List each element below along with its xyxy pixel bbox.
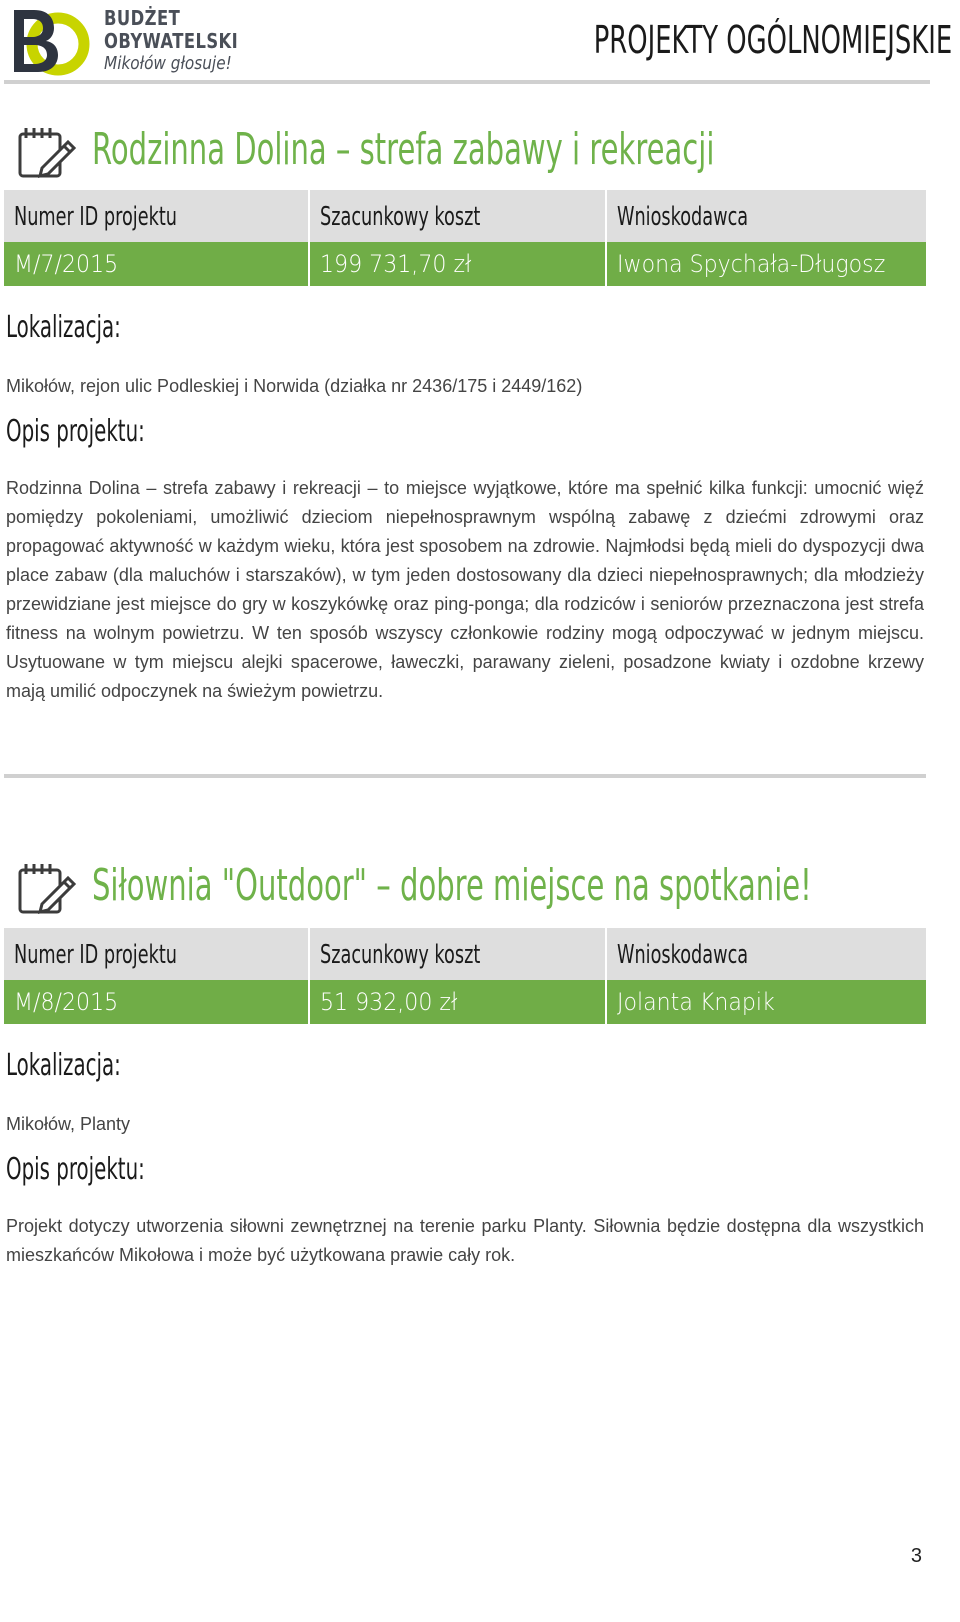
project-title: Siłownia "Outdoor" – dobre miejsce na spotkanie! (92, 860, 812, 911)
header-cost: Szacunkowy koszt (309, 190, 606, 242)
logo-text (104, 8, 268, 73)
cost-value: 51 932,00 zł (309, 980, 606, 1024)
header-applicant: Wnioskodawca (606, 928, 926, 980)
logo-tagline: Mikołów głosuje! (104, 53, 232, 74)
header-cost: Szacunkowy koszt (309, 928, 606, 980)
location-label: Lokalizacja: (6, 1048, 121, 1083)
logo-line-1: BUDŻET (104, 6, 181, 30)
notepad-pencil-icon (16, 124, 76, 180)
header-applicant: Wnioskodawca (606, 190, 926, 242)
table-header-row (4, 190, 926, 242)
project-info-table (4, 190, 926, 286)
header-divider (4, 80, 930, 84)
notepad-pencil-icon (16, 860, 76, 916)
project-id-value: M/8/2015 (4, 980, 309, 1024)
page-heading: PROJEKTY OGÓLNOMIEJSKIE (593, 18, 952, 62)
header-project-id: Numer ID projektu (4, 928, 309, 980)
project-divider (4, 774, 926, 778)
description-text: Projekt dotyczy utworzenia siłowni zewnętrznej na terenie parku Planty. Siłownia będzie dostępna dla wszystkich mieszkańców Mikołowa i może być użytkowana prawie cały rok. (6, 1216, 924, 1265)
location-text: Mikołów, Planty (6, 1114, 131, 1134)
cost-value: 199 731,70 zł (309, 242, 606, 286)
table-row (4, 242, 926, 286)
project-id-value: M/7/2015 (4, 242, 309, 286)
location-text: Mikołów, rejon ulic Podleskiej i Norwida (działka nr 2436/175 i 2449/162) (6, 376, 583, 396)
table-row (4, 980, 926, 1024)
applicant-value: Jolanta Knapik (606, 980, 926, 1024)
bo-logo (8, 4, 248, 80)
project-info-table (4, 928, 926, 1024)
location-label: Lokalizacja: (6, 310, 121, 345)
header-project-id: Numer ID projektu (4, 190, 309, 242)
bo-logo-mark (8, 4, 98, 80)
project-title: Rodzinna Dolina – strefa zabawy i rekreacji (92, 124, 715, 175)
logo-line-2: OBYWATELSKI (104, 29, 239, 53)
description-label: Opis projektu: (6, 414, 145, 449)
table-header-row (4, 928, 926, 980)
page-number: 3 (910, 1545, 922, 1567)
description-label: Opis projektu: (6, 1152, 145, 1187)
description-text: Rodzinna Dolina – strefa zabawy i rekreacji – to miejsce wyjątkowe, które ma spełnić kilka funkcji: umocnić więź pomiędzy pokoleniami, umożliwić dzieciom niepełnosprawnym wspólną zabawę z dziećmi zdrowymi oraz propagować aktywność w każdym wieku, która jest sposobem na zdrowie. Najmłodsi będą mieli do dyspozycji dwa place zabaw (dla maluchów i starszaków), w tym jeden dostosowany dla dzieci niepełnosprawnych; dla młodzieży przewidziane jest miejsce do gry w koszykówkę oraz ping-ponga; dla rodziców i seniorów przeznaczona jest strefa fitness na wolnym powietrzu. W ten sposób wszyscy członkowie rodziny mogą odpoczywać w jednym miejscu. Usytuowane w tym miejscu alejki spacerowe, ławeczki, parawany zieleni, posadzone kwiaty i ozdobne krzewy mają umilić odpoczynek na świeżym powietrzu. (6, 478, 924, 701)
applicant-value: Iwona Spychała-Długosz (606, 242, 926, 286)
